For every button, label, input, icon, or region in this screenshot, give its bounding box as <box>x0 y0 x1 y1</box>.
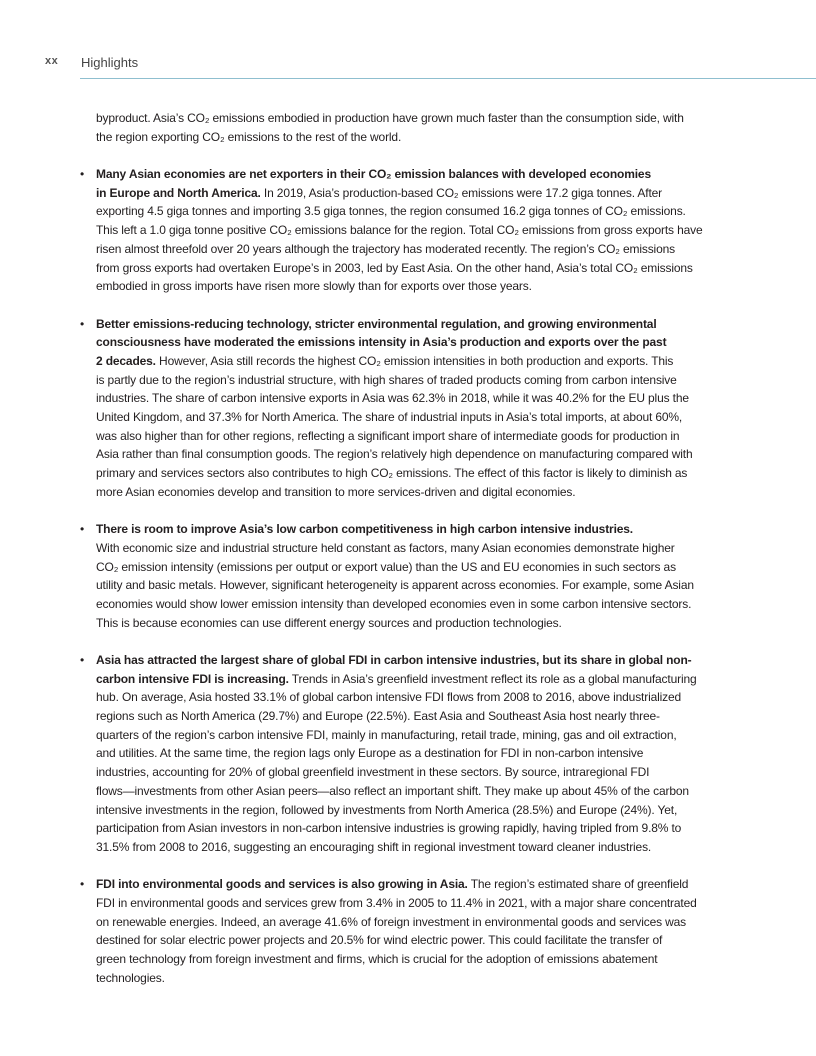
body-text-span: flows—investments from other Asian peers—also reflect an important shift. They make up about 45% of the carbon <box>96 783 689 798</box>
bold-lead-text: FDI into environmental goods and services is also growing in Asia. <box>96 877 468 892</box>
page-number: xx <box>45 55 59 67</box>
text-line <box>96 801 756 820</box>
body-text-span: more Asian economies develop and transition to more services-driven and digital economies. <box>96 484 576 499</box>
body-text-span: industries, accounting for 20% of global greenfield investment in these sectors. By source, intraregional FDI <box>96 765 650 780</box>
text-line <box>96 726 756 745</box>
bullet-marker: • <box>80 167 85 181</box>
body-text-span: 31.5% from 2008 to 2016, suggesting an encouraging shift in regional investment toward cleaner industries. <box>96 839 652 854</box>
body-text-span: hub. On average, Asia hosted 33.1% of global carbon intensive FDI flows from 2008 to 2016, above industrialized <box>96 690 682 705</box>
text-line <box>96 259 756 278</box>
body-text-span: exporting 4.5 giga tonnes and importing 3.5 giga tonnes, the region consumed 16.2 giga tonnes of CO₂ emissions. <box>96 204 686 219</box>
body-text-span: industries. The share of carbon intensive exports in Asia was 62.3% in 2018, while it was 40.2% for the EU plus the <box>96 391 689 406</box>
body-text-span: on renewable energies. Indeed, an average 41.6% of foreign investment in environmental goods and services was <box>96 914 687 929</box>
header-rule <box>80 78 816 79</box>
text-line <box>96 371 756 390</box>
body-text-span: Trends in Asia’s greenfield investment reflect its role as a global manufacturing <box>288 671 697 686</box>
body-text-span: regions such as North America (29.7%) and Europe (22.5%). East Asia and Southeast Asia host nearly three- <box>96 709 660 724</box>
body-text-span: The region’s estimated share of greenfield <box>467 877 689 892</box>
text-line <box>96 576 756 595</box>
text-line <box>96 744 756 763</box>
text-line <box>96 333 756 352</box>
body-text-span: risen almost threefold over 20 years although the trajectory has moderated recently. The region’s CO₂ emissions <box>96 241 675 256</box>
text-line <box>96 782 756 801</box>
bold-lead-text: 2 decades. <box>96 353 156 368</box>
bold-lead-text: in Europe and North America. <box>96 185 261 200</box>
bullet-item <box>80 315 756 502</box>
text-line <box>96 688 756 707</box>
body-text-span: technologies. <box>96 970 165 985</box>
body-text-span: intensive investments in the region, followed by investments from North America (28.5%) and Europe (24%). Yet, <box>96 802 678 817</box>
text-line <box>96 651 756 670</box>
bullet-item <box>80 651 756 857</box>
body-text-span: participation from Asian investors in non-carbon intensive industries is growing rapidly, having tripled from 9.8% to <box>96 821 682 836</box>
text-line <box>96 221 756 240</box>
text-line <box>96 184 756 203</box>
text-line <box>96 315 756 334</box>
text-line <box>96 539 756 558</box>
body-text-span: green technology from foreign investment and firms, which is crucial for the adoption of emissions abatement <box>96 952 658 967</box>
text-line <box>96 202 756 221</box>
body-text-span: and utilities. At the same time, the region lags only Europe as a destination for FDI in non-carbon intensive <box>96 746 644 761</box>
text-line <box>96 109 756 128</box>
body-text-span: In 2019, Asia’s production-based CO₂ emissions were 17.2 giga tonnes. After <box>260 185 662 200</box>
text-line <box>96 838 756 857</box>
bold-lead-text: Many Asian economies are net exporters in their CO₂ emission balances with developed economies <box>96 167 651 181</box>
body-text-span: Asia rather than final consumption goods. The region’s relatively high dependence on manufacturing compared with <box>96 447 693 462</box>
bullet-marker: • <box>80 316 85 331</box>
text-line <box>96 240 756 259</box>
body-text-span: embodied in gross imports have risen more slowly than for exports over those years. <box>96 279 532 294</box>
bold-lead-text: There is room to improve Asia’s low carbon competitiveness in high carbon intensive industries. <box>96 522 633 537</box>
bullet-item <box>80 520 756 632</box>
text-line <box>96 950 756 969</box>
bullet-item <box>80 165 756 296</box>
text-line <box>96 427 756 446</box>
body-text-span: the region exporting CO₂ emissions to the rest of the world. <box>96 129 402 144</box>
text-line <box>96 352 756 371</box>
text-line <box>96 128 756 147</box>
body-text-span: primary and services sectors also contributes to high CO₂ emissions. The effect of this factor is likely to diminish as <box>96 466 688 481</box>
text-line <box>96 931 756 950</box>
body-text-span: United Kingdom, and 37.3% for North America. The share of industrial inputs in Asia’s total imports, at about 60%, <box>96 410 683 425</box>
body-text-span: However, Asia still records the highest CO₂ emission intensities in both production and exports. This <box>155 353 674 368</box>
body-text-span: FDI in environmental goods and services grew from 3.4% in 2005 to 11.4% in 2021, with a major share concentrated <box>96 895 697 910</box>
body-text-span: byproduct. Asia’s CO₂ emissions embodied in production have grown much faster than the consumption side, with <box>96 111 684 125</box>
text-line <box>96 389 756 408</box>
text-line <box>96 595 756 614</box>
section-title: Highlights <box>81 55 139 70</box>
body-text-span: is partly due to the region’s industrial structure, with high shares of traded products coming from carbon intensive <box>96 372 677 387</box>
text-line <box>96 670 756 689</box>
body-text-span: from gross exports had overtaken Europe’s in 2003, led by East Asia. On the other hand, Asia’s total CO₂ emissions <box>96 260 693 275</box>
text-line <box>96 277 756 296</box>
text-line <box>96 408 756 427</box>
body-text-span: was also higher than for other regions, reflecting a significant import share of intermediate goods for production in <box>96 428 680 443</box>
body-text-span: This is because economies can use different energy sources and production technologies. <box>96 615 562 630</box>
body-text-span: economies would show lower emission intensity than developed economies even in some carbon intensive sectors. <box>96 596 692 611</box>
text-line <box>96 763 756 782</box>
text-line <box>96 464 756 483</box>
bold-lead-text: Asia has attracted the largest share of global FDI in carbon intensive industries, but its share in global non- <box>96 652 692 667</box>
text-line <box>96 445 756 464</box>
text-line <box>96 969 756 988</box>
bold-lead-text: consciousness have moderated the emissions intensity in Asia’s production and exports over the past <box>96 335 667 350</box>
text-line <box>96 614 756 633</box>
bold-lead-text: Better emissions-reducing technology, stricter environmental regulation, and growing environmental <box>96 316 657 331</box>
text-line <box>96 819 756 838</box>
bullet-marker: • <box>80 877 85 892</box>
body-text-span: quarters of the region’s carbon intensive FDI, mainly in manufacturing, retail trade, mining, gas and oil extraction, <box>96 727 677 742</box>
bullet-item <box>80 875 756 987</box>
text-line <box>96 894 756 913</box>
body-text-span: destined for solar electric power projects and 20.5% for wind electric power. This could facilitate the transfer of <box>96 933 663 948</box>
text-line <box>96 913 756 932</box>
bullet-marker: • <box>80 522 85 537</box>
body-text-span: CO₂ emission intensity (emissions per output or export value) than the US and EU economies in such sectors as <box>96 559 676 574</box>
text-line <box>96 483 756 502</box>
text-line <box>96 558 756 577</box>
bold-lead-text: carbon intensive FDI is increasing. <box>96 671 289 686</box>
text-line <box>96 165 756 184</box>
text-line <box>96 707 756 726</box>
bullet-marker: • <box>80 652 85 667</box>
text-line <box>96 520 756 539</box>
body-text <box>80 109 756 1006</box>
text-line <box>96 875 756 894</box>
paragraph <box>96 109 756 146</box>
body-text-span: With economic size and industrial structure held constant as factors, many Asian economies demonstrate higher <box>96 540 675 555</box>
body-text-span: utility and basic metals. However, significant heterogeneity is apparent across economies. For example, some Asian <box>96 578 694 593</box>
body-text-span: This left a 1.0 giga tonne positive CO₂ emissions balance for the region. Total CO₂ emissions from gross exports have <box>96 223 703 238</box>
